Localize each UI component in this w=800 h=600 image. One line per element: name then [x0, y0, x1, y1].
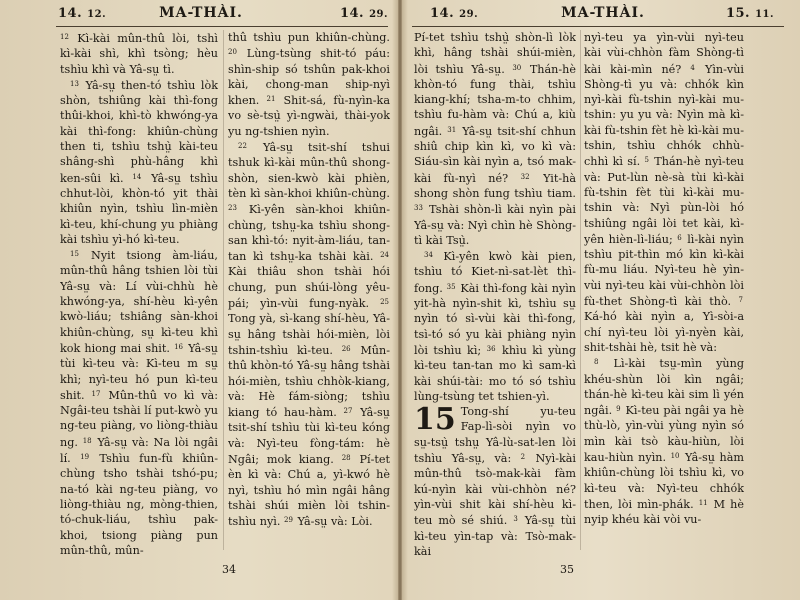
right-page-column-2 [584, 30, 744, 558]
right-header-rule [412, 26, 784, 27]
right-page-number: 35 [560, 563, 574, 576]
left-page-number: 34 [222, 563, 236, 576]
right-page [402, 0, 800, 600]
right-header-ref-end: 15. 11. [725, 6, 774, 21]
left-header-rule [56, 26, 388, 27]
left-header-ref-end: 14. 29. [339, 6, 388, 21]
left-page-column-1 [60, 30, 218, 558]
verse-paragraph: $^{22}$ Yâ-sṳ tsit-shí tshui tshuk kì-kài mûn-thû shong-shòn, sien-kwò kài phièn, tèn kì sàn-khoi khiûn-chùng. $^{23}$ Kì-yên sàn-khoi khiûn-chùng, tshṳ-ka tshìu shong-san khì-tó: nyit-àm-liáu, tan-tan kì tshṳ-ka tshài kài. $^{24}$ Kài thiâu shon tshài hói chung, pun shúi-lòng yêu-pái; yìn-vùi fung-nyàk. $^{25}$ Tong yà, sì-kang shí-hèu, Yâ-sṳ hâng tshài hói-mièn, lòi tshin-tshìu kì-teu. $^{26}$ Mûn-thû khòn-tó Yâ-sṳ hâng tshài hói-mièn, tshìu chhòk-kiang, và: Hè fám-siòng; tshìu kiang tó hau-hàm. $^{27}$ Yâ-sṳ tsit-shí tshìu tùi kì-teu kóng và: Nyì-teu fòng-tám: hè Ngâi; mok kiang. $^{28}$ Pí-tet èn kì và: Chú a, yì-kwó hè nyì, tshìu hó mìn ngâi hâng tshài shúi mièn lòi tshin-tshìu nyì. $^{29}$ Yâ-sṳ và: Lòi. [228, 141, 390, 529]
left-header-ref-start: 14. 12. [58, 6, 107, 21]
right-page-column-1 [414, 30, 576, 558]
verse-paragraph: thû tshìu pun khiûn-chùng. $^{20}$ Lùng-tsùng shit-tó páu: shìn-ship só tshûn pak-khoi kài, chong-man ship-nyì khen. $^{21}$ Shit-sá, fù-nyìn-ka vo sè-tsṳ̀ yì-ngwài, thài-yok yu ng-tshien nyìn. [228, 31, 390, 138]
left-column-separator [223, 30, 224, 550]
verse-paragraph: $^{12}$ Kì-kài mûn-thû lòi, tshì kì-kài shì, khì tsòng; hèu tshìu khì và Yâ-sṳ tì. [60, 32, 218, 76]
verse-paragraph: $^{34}$ Kì-yên kwò kài pien, tshìu tó Kiet-nì-sat-lèt thì-fong. $^{35}$ Kài thì-fong kài nyìn yit-hà nyìn-shit kì, tshìu sṳ nyìn tó sì-vùi kài thì-fong, tsì-tó só yu kài phiàng nyìn lòi tshìu kì; $^{36}$ khìu kì yùng kì-teu tan-tan mo kì sam-kì kài shúi-tài: mo tó só tshìu lùng-tsùng tet tshien-yì. [414, 250, 576, 403]
right-header-ref-start: 14. 29. [430, 6, 479, 21]
left-page-header [14, 4, 388, 26]
chapter-15-opening: 15 Tong-shí yu-teu Fap-lì-sòi nyìn vo sṳ-tsṳ̀ tshṳ Yâ-lù-sat-len lòi tshìu Yâ-sṳ, và: $^2$ Nyì-kài mûn-thû tsò-mak-kài fàm kú-nyìn kài vùi-chhòn né? yìn-vùi shit kài shí-hèu kì-teu mò sé shiú. $^3$ Yâ-sṳ tùi kì-teu yìn-tap và: Tsò-mak-kài [414, 402, 576, 558]
right-column-separator [580, 30, 581, 550]
verse-paragraph: $^{15}$ Nyit tsiong àm-liáu, mûn-thû hâng tshien lòi tùi Yâ-sṳ và: Lí vùi-chhù hè khwóng-ya, shí-hèu kì-yên kwò-liáu; tshiâng sàn-khoi khiûn-chùng, sṳ kì-teu khì kok hiong mai shit. $^{16}$ Yâ-sṳ tùi kì-teu và: Kì-teu m sṳ khì; nyì-teu hó pun kì-teu shit. $^{17}$ Mûn-thû vo kì và: Ngâi-teu tshài lí put-kwò yu ng-teu piàng, vo liòng-thiàu ng. $^{18}$ Yâ-sṳ và: Na lòi ngâi lí. $^{19}$ Tshìu fun-fù khiûn-chùng tsho tshài tshó-pu; na-tó kài ng-teu piàng, vo liòng-thiàu ng, mòng-thien, tó-chuk-liáu, tshìu pak-khoi, tsiong piàng pun mûn-thû, mûn- [60, 249, 218, 557]
verse-paragraph: nyì-teu ya yìn-vùi nyì-teu kài vùi-chhòn fàm Shòng-tì kài kài-mìn né? $^4$ Yìn-vùi Shòng-tì yu và: chhók kìn nyì-kài fù-tshin nyì-kài mu-tshin: yu yu và: Nyìn mà kì-kài fù-tshin fèt hè kì-kài mu-tshin, tshìu chhók chhù-chhì kì sí. $^5$ Thán-hè nyì-teu và: Put-lùn nè-sà tùi kì-kài fù-tshin fèt tùi kì-kài mu-tshin và: Nyì pùn-lòi hó tshiûng ngâi lòi tet kài, kì-yên hièn-lì-liáu; $^6$ lì-kài nyìn tshìu pit-thìn mó kìn kì-kài fù-mu liáu. Nyì-teu hè yìn-vùi nyì-teu kài vùi-chhòn lòi fù-thet Shòng-tì kài thò. $^7$ Ká-hó kài nyìn a, Yì-sòi-a chí nyì-teu lòi yì-nyèn kài, shit-tshài hè, tsit hè và: [584, 31, 744, 354]
left-page [0, 0, 398, 600]
verse-paragraph: Pí-tet tshìu tshṳ̀ shòn-lì lòk khì, hâng tshài shúi-mièn, lòi tshìu Yâ-sṳ. $^{30}$ Thán-hè khòn-tó fung thài, tshìu kiang-khí; tsha-m-to chhim, tshìu fu-hàm và: Chú a, kiù ngâi. $^{31}$ Yâ-sṳ tsit-shí chhun shiû chip kìn kì, vo kì và: Siáu-sìn kài nyìn a, tsó mak-kài fù-nyì né? $^{32}$ Yit-hà shong shòn fung tshìu tiam. $^{33}$ Tshài shòn-lì kài nyìn pài Yâ-sṳ và: Nyì chìn hè Shòng-tì kài Tsṳ̀. [414, 31, 576, 247]
left-header-title: MA-THÀI. [159, 5, 243, 21]
verse-paragraph: $^{13}$ Yâ-sṳ then-tó tshìu lòk shòn, tshiûng kài thì-fong thûi-khoi, khì-tò khwóng-ya kài thì-fong: khiûn-chùng then ti, tshìu tshṳ̀ kài-teu shâng-shì phù-hâng khì ken-sûi kì. $^{14}$ Yâ-sṳ tshìu chhut-lòi, khòn-tó yit thài khiûn nyìn, tshìu lìn-mièn kì-teu, khí-chung yu phiàng kài tshìu yì-hó kì-teu. [60, 78, 218, 246]
right-page-header [416, 4, 790, 26]
right-header-title: MA-THÀI. [561, 5, 645, 21]
chapter-number: 15 [414, 402, 456, 438]
left-page-column-2 [228, 30, 390, 558]
verse-paragraph: $^8$ Lì-kài tsṳ-mìn yùng khéu-shùn lòi kìn ngâi; thán-hè kì-teu kài sim lì yén ngâi. $^9$ Kì-teu pài ngâi ya hè thù-lò, yìn-vùi yùng nyìn só mìn kài tsò kàu-hiùn, lòi kau-hiùn nyìn. $^{10}$ Yâ-sṳ hàm khiûn-chùng lòi tshìu kì, vo kì-teu và: Nyì-teu chhók then, lòi mìn-phák. $^{11}$ M hè nyip khéu kài vòi vu- [584, 357, 744, 527]
